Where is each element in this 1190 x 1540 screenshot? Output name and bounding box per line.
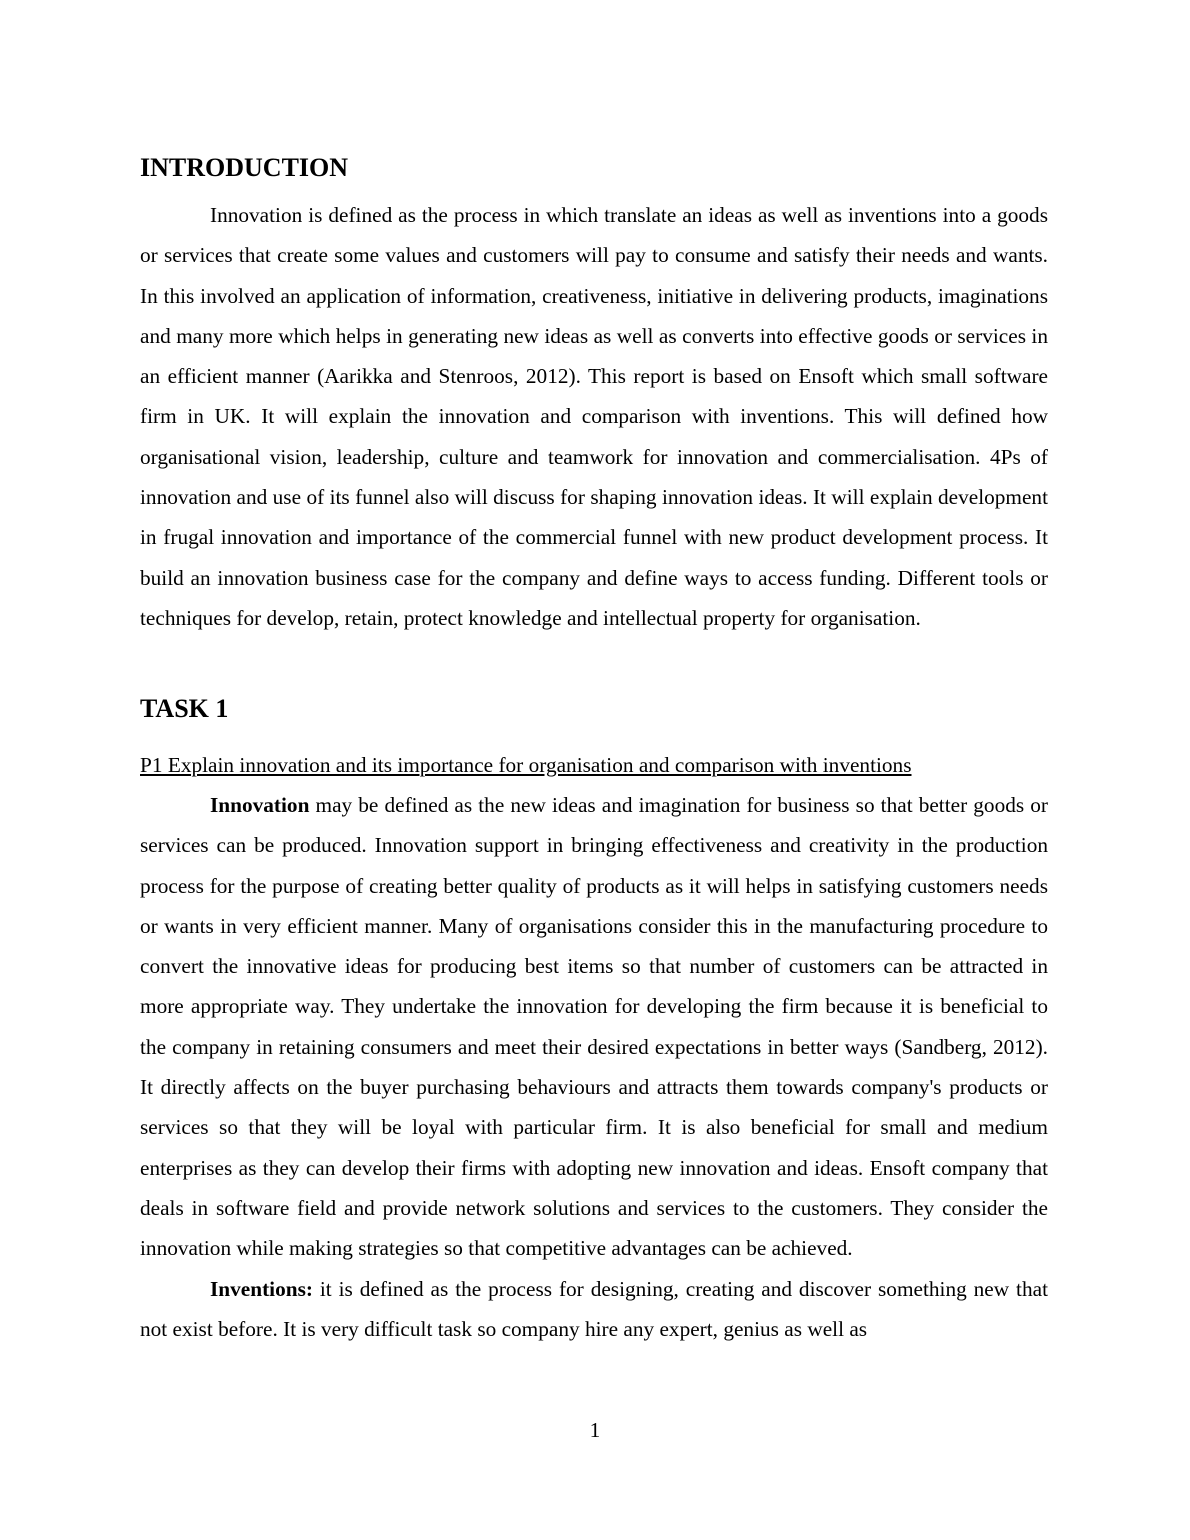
intro-heading: INTRODUCTION: [140, 153, 349, 182]
task1-subheading: P1 Explain innovation and its importance for organisation and comparison with inventions: [140, 753, 912, 777]
inventions-term: Inventions:: [210, 1276, 313, 1301]
intro-paragraph: Innovation is defined as the process in which translate an ideas as well as inventions into a goods or services that create some values and customers will pay to consume and satisfy their needs and wants. In this involved an application of information, creativeness, initiative in delivering products, imaginations and many more which helps in generating new ideas as well as converts into effective goods or services in an efficient manner (Aarikka and Stenroos, 2012). This report is based on Ensoft which small software firm in UK. It will explain the innovation and comparison with inventions. This will defined how organisational vision, leadership, culture and teamwork for innovation and commercialisation. 4Ps of innovation and use of its funnel also will discuss for shaping innovation ideas. It will explain development in frugal innovation and importance of the commercial funnel with new product development process. It build an innovation business case for the company and define ways to access funding. Different tools or techniques for develop, retain, protect knowledge and intellectual property for organisation.: [140, 203, 1048, 630]
innovation-paragraph: [140, 785, 1048, 1269]
page-number: 1: [589, 1418, 601, 1442]
innovation-term: Innovation: [210, 793, 310, 817]
inventions-paragraph: [140, 1269, 1048, 1350]
task1-section: [140, 694, 1048, 1349]
task1-heading: TASK 1: [140, 694, 229, 723]
inventions-text: it is defined as the process for designing, creating and discover something new that not exist before. It is very difficult task so company hire any expert, genius as well as: [140, 1276, 1048, 1341]
intro-section: [140, 153, 1048, 638]
innovation-text: may be defined as the new ideas and imagination for business so that better goods or services can be produced. Innovation support in bringing effectiveness and creativity in the production process for the purpose of creating better quality of products as it will helps in satisfying customers needs or wants in very efficient manner. Many of organisations consider this in the manufacturing procedure to convert the innovative ideas for producing best items so that number of customers can be attracted in more appropriate way. They undertake the innovation for developing the firm because it is beneficial to the company in retaining consumers and meet their desired expectations in better ways (Sandberg, 2012). It directly affects on the buyer purchasing behaviours and attracts them towards company's products or services so that they will be loyal with particular firm. It is also beneficial for small and medium enterprises as they can develop their firms with adopting new innovation and ideas. Ensoft company that deals in software field and provide network solutions and services to the customers. They consider the innovation while making strategies so that competitive advantages can be achieved.: [140, 793, 1048, 1261]
